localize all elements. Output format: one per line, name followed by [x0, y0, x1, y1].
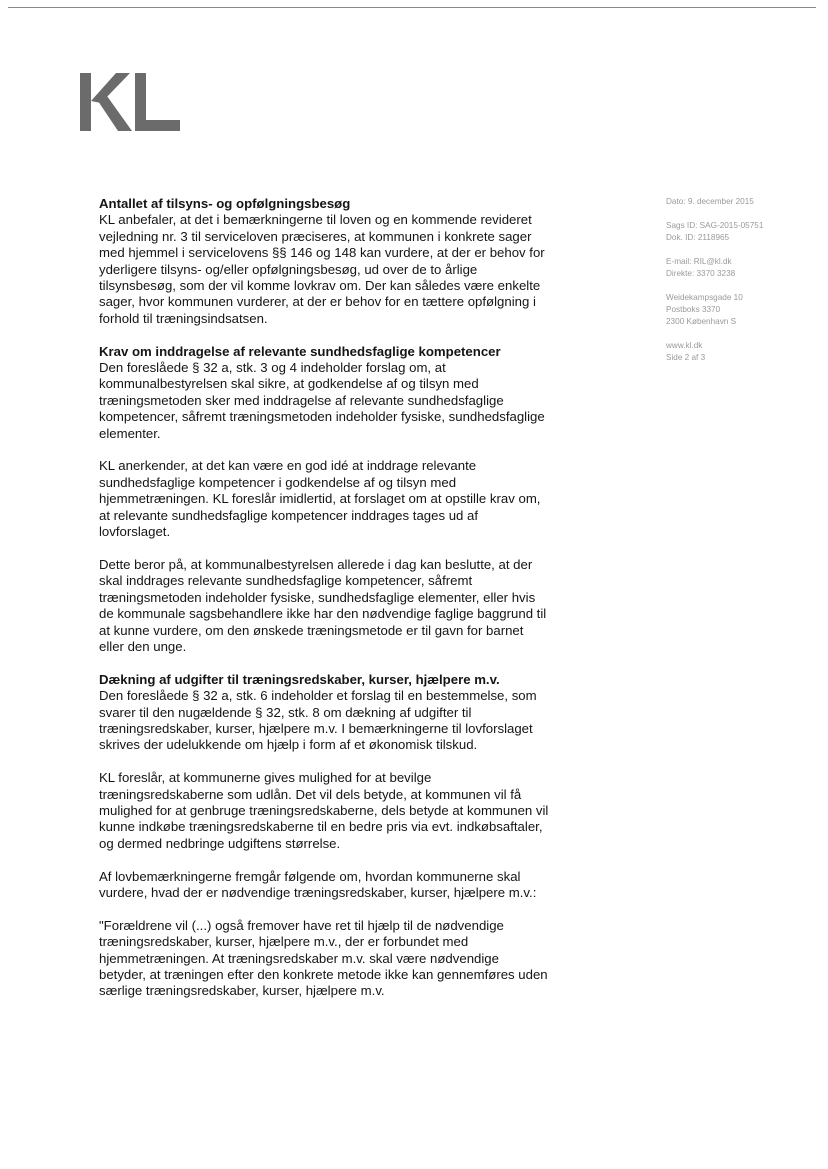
section-heading: Antallet af tilsyns- og opfølgningsbesøg: [99, 196, 351, 211]
letter-body: [99, 196, 549, 1016]
web-link[interactable]: www.kl.dk: [666, 341, 703, 350]
kl-logo: [80, 73, 180, 131]
address-line-1: Weidekampsgade 10: [666, 293, 743, 302]
section-tilsyn: [99, 196, 549, 327]
contact-group: [666, 256, 816, 280]
page-number: Side 2 af 3: [666, 353, 706, 362]
section-paragraph: Dette beror på, at kommunalbestyrelsen allerede i dag kan beslutte, at der skal inddrages relevante sundhedsfaglige kompetencer, såfremt træningsmetoden indeholder fysiske, sundhedsfaglige elementer, eller hvis de kommunale sagsbehandlere ikke har den nødvendige faglige baggrund til at kunne vurdere, om den ønskede træningsmetode er til gavn for barnet eller den unge.: [99, 556, 547, 654]
section-udgifter: [99, 672, 549, 754]
section-udlaan: [99, 770, 549, 852]
date-line: Dato: 9. december 2015: [666, 197, 754, 206]
section-paragraph: Den foreslåede § 32 a, stk. 6 indeholder et forslag til en bestemmelse, som svarer til den nugældende § 32, stk. 8 om dækning af udgifter til træningsredskaber, kurser, hjælpere m.v. I bemærkningerne til lovforslaget skrives der udelukkende om hjælp i form af et økonomisk tilskud.: [99, 688, 537, 753]
sags-id: Sags ID: SAG-2015-05751: [666, 221, 764, 230]
top-rule: [8, 7, 816, 8]
dok-id: Dok. ID: 2118965: [666, 233, 730, 242]
section-kl-anerkender: [99, 458, 549, 540]
id-group: [666, 220, 816, 244]
section-heading: Krav om inddragelse af relevante sundhedsfaglige kompetencer: [99, 343, 501, 359]
section-paragraph: Den foreslåede § 32 a, stk. 3 og 4 indeholder forslag om, at kommunalbestyrelsen skal sikre, at godkendelse af og tilsyn med træningsmetoden sker med inddragelse af relevante sundhedsfaglige kompetencer, såfremt træningsmetoden indeholder fysiske, sundhedsfaglige elementer.: [99, 360, 545, 441]
sidebar-meta: [666, 196, 816, 376]
section-citat: [99, 918, 549, 1000]
section-paragraph: KL foreslår, at kommunerne gives mulighed for at bevilge træningsredskaberne som udlån. Det vil dels betyde, at kommunen vil få mulighed for at genbruge træningsredskaberne, dels betyde at kommunen vil kunne indkøbe træningsredskaberne til en bedre pris via evt. indkøbsaftaler, og dermed nedbringe udgiftens størrelse.: [99, 770, 549, 851]
section-paragraph: KL anerkender, at det kan være en god idé at inddrage relevante sundhedsfaglige kompetencer i godkendelse af og tilsyn med hjemmetræningen. KL foreslår imidlertid, at forslaget om at opstille krav om, at relevante sundhedsfaglige kompetencer inddrages tages ud af lovforslaget.: [99, 458, 541, 540]
web-group: [666, 340, 816, 364]
section-heading: Dækning af udgifter til træningsredskaber, kurser, hjælpere m.v.: [99, 671, 500, 687]
section-beror: [99, 557, 549, 655]
section-paragraph: KL anbefaler, at det i bemærkningerne til loven og en kommende revideret vejledning nr. 3 til serviceloven præciseres, at kommunen i konkrete sager med hjemmel i servicelovens §§ 146 og 148 kan vurdere, at der er behov for yderligere tilsyns- og/eller opfølgningsbesøg, ud over de to årlige tilsynsbesøg, som der vil komme lovkrav om. Der kan således være enkelte sager, hvor kommunen vurderer, at der er behov for en tættere opfølgning i forhold til træningsindsatsen.: [99, 212, 545, 326]
quote-paragraph: "Forældrene vil (...) også fremover have ret til hjælp til de nødvendige træningsredskaber, kurser, hjælpere m.v., der er forbundet med hjemmetræningen. At træningsredskaber m.v. skal være nødvendige betyder, at træningen efter den konkrete metode ikke kan gennemføres uden særlige træningsredskaber, kurser, hjælpere m.v.: [99, 917, 548, 999]
section-paragraph: Af lovbemærkningerne fremgår følgende om, hvordan kommunerne skal vurdere, hvad der er nødvendige træningsredskaber, kurser, hjælpere m.v.:: [99, 868, 537, 900]
email-line: E-mail: RIL@kl.dk: [666, 257, 732, 266]
date-group: [666, 196, 816, 208]
section-kompetencer: [99, 344, 549, 442]
address-group: [666, 292, 816, 328]
address-line-2: Postboks 3370: [666, 305, 721, 314]
address-line-3: 2300 København S: [666, 317, 737, 326]
direkte-line: Direkte: 3370 3238: [666, 269, 736, 278]
section-lovbemaerkninger: [99, 869, 549, 902]
